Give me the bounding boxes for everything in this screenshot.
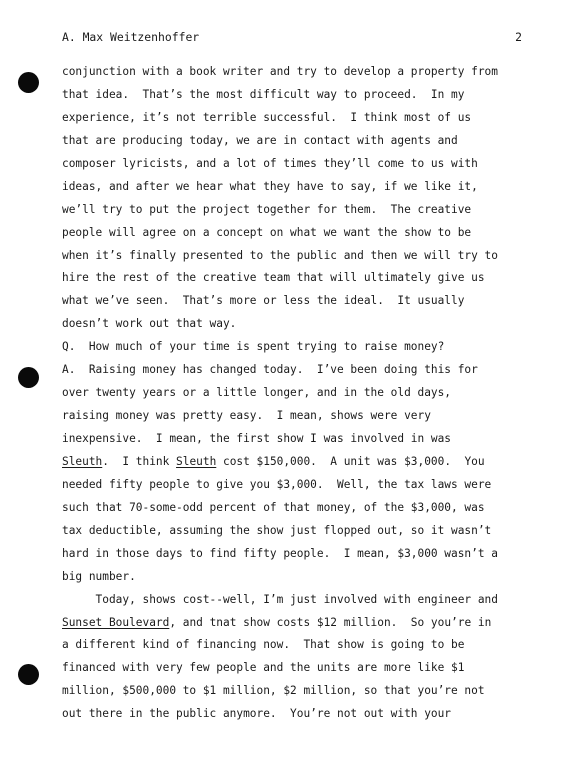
text-line	[62, 64, 532, 87]
text-segment: a different kind of financing now. That show is going to be	[62, 638, 465, 652]
text-line	[62, 454, 532, 477]
text-line	[62, 569, 532, 592]
text-line	[62, 156, 532, 179]
punch-hole-icon	[18, 664, 39, 685]
text-segment: needed fifty people to give you $3,000. Well, the tax laws were	[62, 477, 492, 491]
text-line	[62, 660, 532, 683]
text-line	[62, 179, 532, 202]
text-segment: experience, it’s not terrible successful. I think most of us	[62, 110, 472, 124]
text-segment: financed with very few people and the units are more like $1	[62, 661, 465, 675]
text-line	[62, 110, 532, 133]
text-line	[62, 87, 532, 110]
text-line	[62, 248, 532, 271]
text-line	[62, 133, 532, 156]
text-line	[62, 408, 532, 431]
text-segment: out there in the public anymore. You’re not out with your	[62, 707, 452, 721]
text-segment: million, $500,000 to $1 million, $2 million, so that you’re not	[62, 684, 485, 698]
punch-hole-icon	[18, 367, 39, 388]
text-segment: when it’s finally presented to the public and then we will try to	[62, 248, 498, 262]
text-line	[62, 293, 532, 316]
text-line	[62, 637, 532, 660]
text-segment: ideas, and after we hear what they have to say, if we like it,	[62, 179, 478, 193]
text-segment: Q. How much of your time is spent trying to raise money?	[62, 340, 445, 354]
text-segment: such that 70-some-odd percent of that money, of the $3,000, was	[62, 500, 485, 514]
text-segment: , and tnat show costs $12 million. So you’re in	[169, 615, 492, 629]
underlined-title: Sunset Boulevard	[62, 615, 170, 629]
text-line	[62, 202, 532, 225]
text-line	[62, 477, 532, 500]
text-segment: that idea. That’s the most difficult way to proceed. In my	[62, 87, 465, 101]
text-segment: A. Raising money has changed today. I’ve been doing this for	[62, 363, 478, 377]
page-header	[62, 30, 522, 48]
text-segment: big number.	[62, 569, 136, 583]
text-segment: Today, shows cost--well, I’m just involved with engineer and	[62, 592, 498, 606]
text-line	[62, 523, 532, 546]
text-segment: raising money was pretty easy. I mean, shows were very	[62, 409, 431, 423]
text-segment: . I think	[102, 454, 177, 468]
text-segment: over twenty years or a little longer, and in the old days,	[62, 386, 452, 400]
text-line	[62, 546, 532, 569]
text-line	[62, 615, 532, 638]
text-segment: hard in those days to find fifty people. I mean, $3,000 wasn’t a	[62, 546, 498, 560]
text-segment: tax deductible, assuming the show just flopped out, so it wasn’t	[62, 523, 492, 537]
text-segment: we’ll try to put the project together for them. The creative	[62, 202, 472, 216]
text-segment: inexpensive. I mean, the first show I was involved in was	[62, 432, 452, 445]
text-line	[62, 362, 532, 385]
transcript-body	[62, 64, 532, 729]
text-line	[62, 385, 532, 408]
text-line	[62, 706, 532, 729]
text-segment: doesn’t work out that way.	[62, 317, 237, 331]
punch-hole-icon	[18, 72, 39, 93]
page-number: 2	[515, 30, 522, 44]
text-line	[62, 683, 532, 706]
text-line	[62, 270, 532, 293]
underlined-title: Sleuth	[176, 454, 217, 468]
text-line	[62, 339, 532, 362]
text-line	[62, 592, 532, 615]
text-line	[62, 225, 532, 248]
text-segment: that are producing today, we are in contact with agents and	[62, 133, 458, 147]
text-segment: what we’ve seen. That’s more or less the ideal. It usually	[62, 294, 465, 308]
text-line	[62, 316, 532, 339]
text-segment: people will agree on a concept on what we want the show to be	[62, 225, 472, 239]
text-line	[62, 431, 532, 454]
text-line	[62, 500, 532, 523]
text-segment: hire the rest of the creative team that will ultimately give us	[62, 271, 485, 285]
text-segment: conjunction with a book writer and try to develop a property from	[62, 65, 498, 78]
text-segment: composer lyricists, and a lot of times they’ll come to us with	[62, 156, 478, 170]
running-head: A. Max Weitzenhoffer	[62, 30, 200, 44]
underlined-title: Sleuth	[62, 454, 103, 468]
text-segment: cost $150,000. A unit was $3,000. You	[216, 454, 485, 468]
